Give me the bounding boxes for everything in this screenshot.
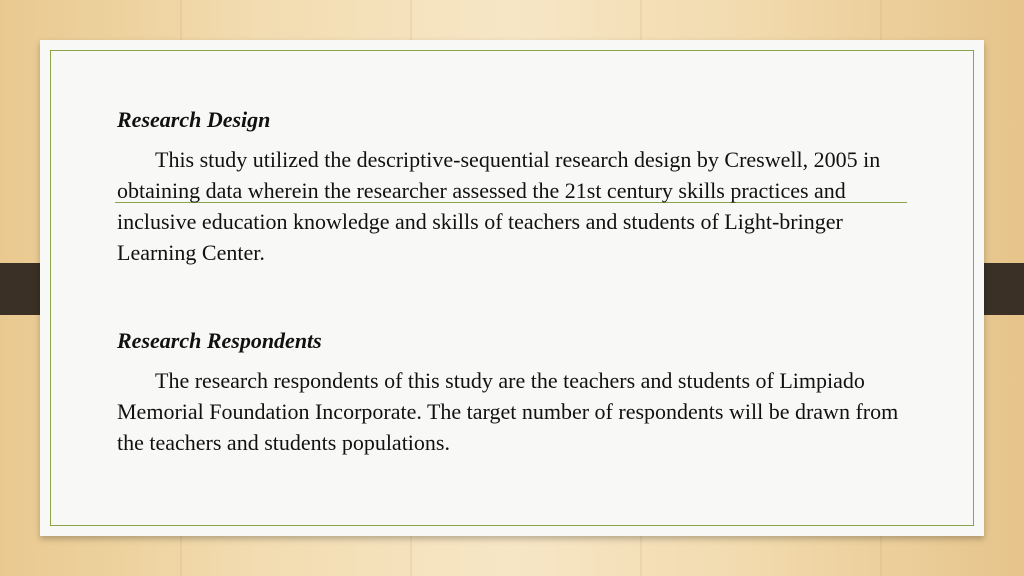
section-research-respondents bbox=[117, 325, 917, 458]
slide-card bbox=[40, 40, 984, 536]
section-heading: Research Respondents bbox=[117, 328, 322, 353]
section-heading: Research Design bbox=[117, 107, 271, 132]
section-body: This study utilized the descriptive-sequential research design by Creswell, 2005 in obtaining data wherein the researcher assessed the 21st century skills practices and inclusive education knowledge and skills of teachers and students of Light-bringer Learning Center. bbox=[117, 147, 881, 265]
section-research-design bbox=[117, 104, 917, 268]
slide-content bbox=[117, 104, 917, 458]
section-body: The research respondents of this study are the teachers and students of Limpiado Memorial Foundation Incorporate. The target number of respondents will be drawn from the teachers and students populations. bbox=[117, 368, 899, 455]
